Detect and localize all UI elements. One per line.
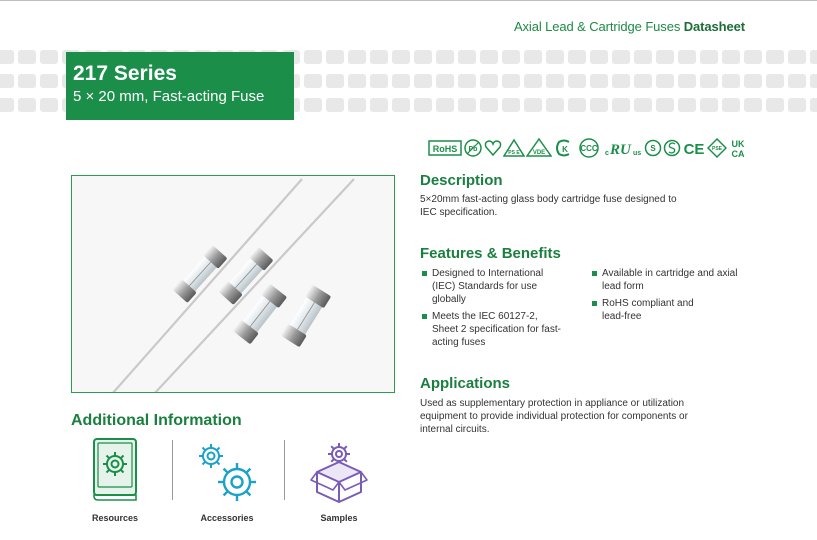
- decorative-tile: [348, 98, 366, 112]
- decorative-tile: [722, 50, 740, 64]
- decorative-tile: [502, 50, 520, 64]
- decorative-tile: [304, 50, 322, 64]
- feature-line: Sheet 2 specification for fast-: [432, 324, 561, 335]
- decorative-tile: [480, 50, 498, 64]
- rohs-mark-icon: [428, 137, 462, 159]
- feature-line: lead form: [602, 281, 644, 292]
- additional-info-heading: Additional Information: [71, 412, 242, 429]
- decorative-tile: [546, 98, 564, 112]
- decorative-tile: [414, 98, 432, 112]
- decorative-tile: [656, 50, 674, 64]
- applications-text: [420, 397, 750, 436]
- decorative-tile: [546, 50, 564, 64]
- decorative-tile: [40, 74, 58, 88]
- header-title-bold: Datasheet: [683, 19, 745, 34]
- svg-text:RoHS: RoHS: [432, 144, 458, 154]
- feature-item: [590, 297, 760, 323]
- samples-link[interactable]: [289, 436, 389, 532]
- decorative-tile: [678, 98, 696, 112]
- decorative-tile: [700, 74, 718, 88]
- decorative-tile: [810, 74, 817, 88]
- description-line-1: 5×20mm fast-acting glass body cartridge fuse designed to: [420, 194, 677, 205]
- product-image: [71, 175, 395, 393]
- decorative-tile: [370, 50, 388, 64]
- decorative-tile: [788, 98, 806, 112]
- decorative-tile: [568, 98, 586, 112]
- decorative-tile: [18, 98, 36, 112]
- feature-line: lead-free: [602, 311, 642, 322]
- decorative-tile: [678, 50, 696, 64]
- curus-mark-icon: [603, 137, 643, 159]
- decorative-tile: [304, 74, 322, 88]
- decorative-tile: [546, 74, 564, 88]
- feature-item: [420, 310, 590, 349]
- decorative-tile: [436, 50, 454, 64]
- decorative-tile: [458, 50, 476, 64]
- decorative-tile: [722, 98, 740, 112]
- pb-free-icon: [463, 137, 483, 159]
- decorative-tile: [392, 50, 410, 64]
- decorative-tile: [370, 98, 388, 112]
- resources-label: Resources: [91, 513, 139, 523]
- book-gear-icon: [65, 436, 165, 506]
- svg-text:PS E: PS E: [508, 150, 520, 156]
- feature-item: [590, 267, 760, 293]
- heart-mark-icon: [484, 137, 502, 159]
- header-title-prefix: Axial Lead & Cartridge Fuses: [513, 19, 681, 34]
- decorative-tile: [810, 98, 817, 112]
- features-heading: Features & Benefits: [420, 245, 561, 262]
- kc-mark-icon: [553, 137, 575, 159]
- decorative-tile: [810, 50, 817, 64]
- accessories-label: Accessories: [200, 513, 254, 523]
- feature-item: [420, 267, 590, 306]
- decorative-tile: [524, 98, 542, 112]
- series-title: 217 Series: [73, 62, 177, 85]
- decorative-tile: [326, 50, 344, 64]
- decorative-tile: [722, 74, 740, 88]
- info-divider: [172, 440, 173, 500]
- accessories-link[interactable]: [177, 436, 277, 532]
- decorative-tile: [788, 50, 806, 64]
- svg-text:CE: CE: [683, 141, 705, 158]
- applications-heading: Applications: [420, 375, 511, 392]
- decorative-tile: [766, 74, 784, 88]
- decorative-tile: [634, 98, 652, 112]
- series-subtitle: 5 × 20 mm, Fast-acting Fuse: [73, 88, 265, 105]
- feature-line: acting fuses: [432, 337, 486, 348]
- decorative-tile: [700, 98, 718, 112]
- decorative-tile: [436, 74, 454, 88]
- svg-text:S: S: [650, 144, 656, 153]
- applications-line: equipment to provide individual protection for components or: [420, 411, 688, 422]
- decorative-tile: [304, 98, 322, 112]
- s-mark-icon: [663, 137, 681, 159]
- decorative-tile: [590, 98, 608, 112]
- decorative-tile: [458, 98, 476, 112]
- top-rule: [0, 0, 817, 1]
- feature-line: globally: [432, 294, 466, 305]
- decorative-tile: [326, 98, 344, 112]
- gears-icon: [177, 436, 277, 506]
- decorative-tile: [568, 74, 586, 88]
- decorative-tile: [392, 98, 410, 112]
- decorative-tile: [370, 74, 388, 88]
- info-divider: [284, 440, 285, 500]
- decorative-tile: [524, 50, 542, 64]
- decorative-tile: [480, 98, 498, 112]
- decorative-tile: [326, 74, 344, 88]
- ccc-mark-icon: [576, 137, 602, 159]
- decorative-tile: [40, 98, 58, 112]
- decorative-tile: [634, 74, 652, 88]
- samples-label: Samples: [320, 513, 358, 523]
- decorative-tile: [502, 98, 520, 112]
- svg-text:RU: RU: [610, 142, 631, 158]
- feature-line: Meets the IEC 60127-2,: [432, 311, 538, 322]
- decorative-tile: [524, 74, 542, 88]
- decorative-tile: [744, 50, 762, 64]
- decorative-tile: [700, 50, 718, 64]
- vde-mark-icon: [526, 137, 552, 159]
- semko-mark-icon: [644, 137, 662, 159]
- feature-line: Available in cartridge and axial: [602, 268, 738, 279]
- decorative-tile: [656, 98, 674, 112]
- decorative-tile: [414, 50, 432, 64]
- datasheet-header: [514, 19, 745, 34]
- svg-text:VDE: VDE: [532, 150, 546, 156]
- svg-text:CCC: CCC: [580, 144, 598, 153]
- decorative-tile: [0, 50, 14, 64]
- decorative-tile: [480, 74, 498, 88]
- ce-mark-icon: [682, 137, 706, 159]
- svg-text:us: us: [633, 150, 642, 157]
- svg-text:PSE: PSE: [711, 146, 723, 152]
- decorative-tile: [634, 50, 652, 64]
- decorative-tile: [612, 98, 630, 112]
- applications-line: Used as supplementary protection in appliance or utilization: [420, 398, 685, 409]
- description-line-2: IEC specification.: [420, 207, 498, 218]
- decorative-tile: [744, 98, 762, 112]
- svg-text:Pb: Pb: [468, 146, 478, 153]
- svg-text:c: c: [605, 150, 609, 157]
- decorative-tile: [18, 50, 36, 64]
- description-heading: Description: [420, 172, 503, 189]
- applications-line: internal circuits.: [420, 424, 490, 435]
- decorative-tile: [348, 50, 366, 64]
- decorative-tile: [568, 50, 586, 64]
- decorative-tile: [0, 98, 14, 112]
- decorative-tile: [392, 74, 410, 88]
- description-text: [420, 193, 677, 219]
- certification-marks: [428, 137, 748, 159]
- pse-diamond-icon: [707, 137, 727, 159]
- decorative-tile: [612, 74, 630, 88]
- decorative-tile: [656, 74, 674, 88]
- series-title-box: [66, 52, 294, 120]
- decorative-tile: [788, 74, 806, 88]
- decorative-tile: [678, 74, 696, 88]
- ukca-mark-icon: [728, 137, 748, 159]
- box-gear-icon: [289, 436, 389, 506]
- decorative-tile: [744, 74, 762, 88]
- decorative-tile: [590, 74, 608, 88]
- fuse-photo-illustration: [72, 176, 395, 393]
- decorative-tile: [40, 50, 58, 64]
- decorative-tile: [436, 98, 454, 112]
- pse-triangle-icon: [503, 137, 525, 159]
- features-list-right: [590, 267, 760, 327]
- decorative-tile: [766, 50, 784, 64]
- decorative-tile: [18, 74, 36, 88]
- decorative-tile: [0, 74, 14, 88]
- svg-text:UK: UK: [731, 139, 745, 149]
- decorative-tile: [590, 50, 608, 64]
- decorative-tile: [766, 98, 784, 112]
- svg-text:K: K: [562, 145, 568, 154]
- feature-line: (IEC) Standards for use: [432, 281, 538, 292]
- svg-text:CA: CA: [731, 149, 745, 159]
- decorative-tile: [458, 74, 476, 88]
- feature-line: Designed to International: [432, 268, 544, 279]
- features-list-left: [420, 267, 590, 353]
- decorative-tile: [414, 74, 432, 88]
- feature-line: RoHS compliant and: [602, 298, 694, 309]
- decorative-tile: [502, 74, 520, 88]
- decorative-tile: [612, 50, 630, 64]
- decorative-tile: [348, 74, 366, 88]
- resources-link[interactable]: [65, 436, 165, 532]
